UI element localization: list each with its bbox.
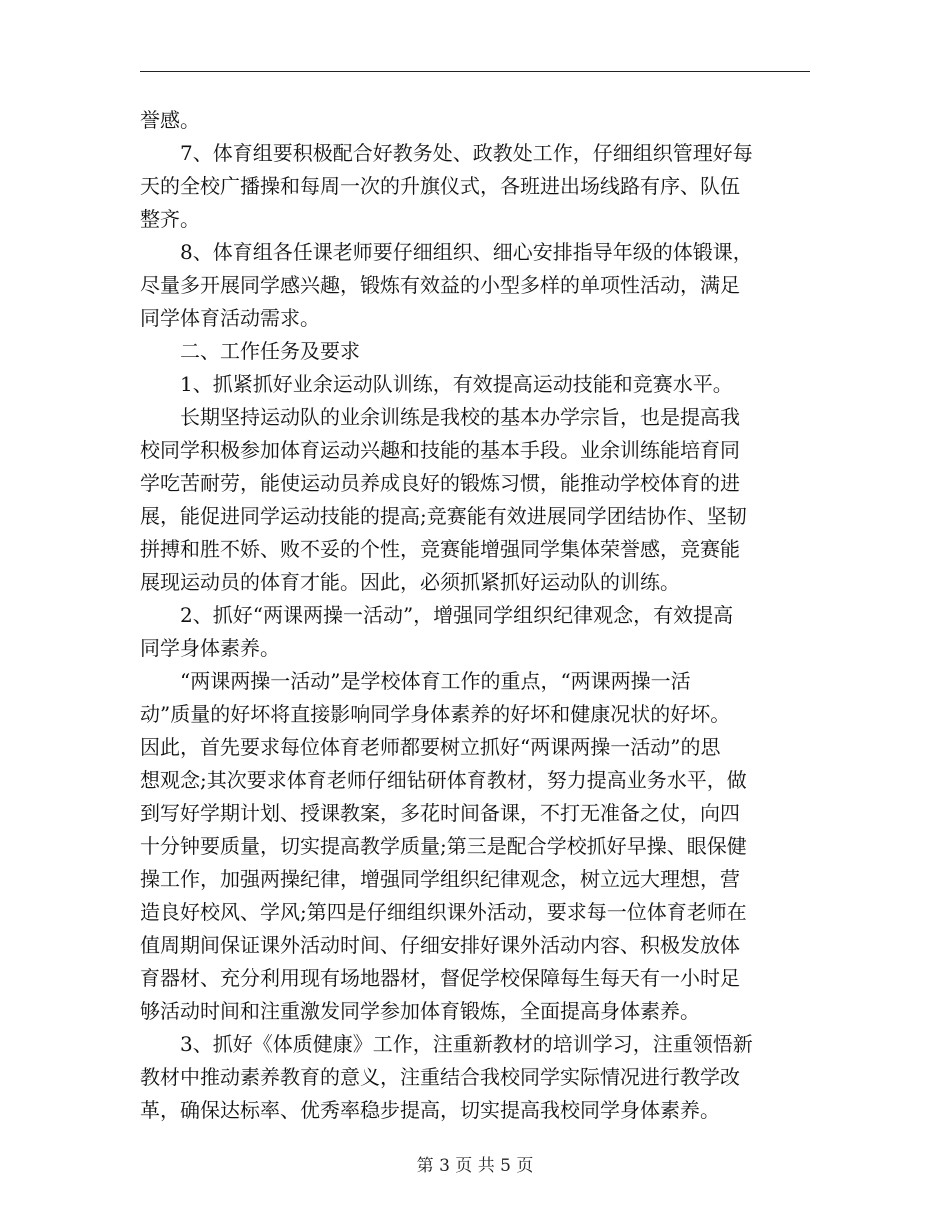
text-line: 学吃苦耐劳，能使运动员养成良好的锻炼习惯，能推动学校体育的进 (140, 471, 740, 495)
text-line: 长期坚持运动队的业余训练是我校的基本办学宗旨，也是提高我 (140, 405, 740, 429)
text-line: 因此，首先要求每位体育老师都要树立抓好“两课两操一活动”的思 (140, 735, 721, 759)
text-line: 尽量多开展同学感兴趣，锻炼有效益的小型多样的单项性活动，满足 (140, 273, 740, 297)
document-body (140, 104, 810, 1127)
text-line: 育器材、充分利用现有场地器材，督促学校保障每生每天有一小时足 (140, 966, 740, 990)
text-line: 操工作，加强两操纪律，增强同学组织纪律观念，树立远大理想，营 (140, 867, 740, 891)
text-line: 天的全校广播操和每周一次的升旗仪式，各班进出场线路有序、队伍 (140, 174, 740, 198)
text-line: 展现运动员的体育才能。因此，必须抓紧抓好运动队的训练。 (140, 570, 680, 594)
text-line: 整齐。 (140, 207, 200, 231)
text-line: 教材中推动素养教育的意义，注重结合我校同学实际情况进行教学改 (140, 1065, 740, 1089)
text-line: 7、体育组要积极配合好教务处、政教处工作，仔细组织管理好每 (140, 141, 753, 165)
text-line: 拼搏和胜不娇、败不妥的个性，竞赛能增强同学集体荣誉感，竞赛能 (140, 537, 740, 561)
text-line: 1、抓紧抓好业余运动队训练，有效提高运动技能和竞赛水平。 (140, 372, 733, 396)
text-line: 3、抓好《体质健康》工作，注重新教材的培训学习，注重领悟新 (140, 1032, 753, 1056)
section-heading: 二、工作任务及要求 (140, 339, 360, 363)
text-line: 想观念;其次要求体育老师仔细钻研体育教材，努力提高业务水平，做 (140, 768, 747, 792)
text-line: 誉感。 (140, 108, 200, 132)
text-line: 2、抓好“两课两操一活动”，增强同学组织纪律观念，有效提高 (140, 603, 734, 627)
page-number: 第 3 页 共 5 页 (416, 1156, 534, 1176)
text-line: 值周期间保证课外活动时间、仔细安排好课外活动内容、积极发放体 (140, 933, 740, 957)
text-line: 动”质量的好坏将直接影响同学身体素养的好坏和健康况状的好坏。 (140, 702, 731, 726)
text-line: 到写好学期计划、授课教案，多花时间备课，不打无准备之仗，向四 (140, 801, 740, 825)
text-line: 同学身体素养。 (140, 636, 280, 660)
text-line: 造良好校风、学风;第四是仔细组织课外活动，要求每一位体育老师在 (140, 900, 747, 924)
text-line: 8、体育组各任课老师要仔细组织、细心安排指导年级的体锻课， (140, 240, 753, 264)
text-line: 展，能促进同学运动技能的提高;竞赛能有效进展同学团结协作、坚韧 (140, 504, 747, 528)
text-line: “两课两操一活动”是学校体育工作的重点，“两课两操一活 (140, 669, 691, 693)
text-line: 校同学积极参加体育运动兴趣和技能的基本手段。业余训练能培育同 (140, 438, 740, 462)
header-rule (140, 71, 810, 72)
text-line: 同学体育活动需求。 (140, 306, 320, 330)
text-line: 革，确保达标率、优秀率稳步提高，切实提高我校同学身体素养。 (140, 1098, 720, 1122)
text-line: 够活动时间和注重激发同学参加体育锻炼，全面提高身体素养。 (140, 999, 700, 1023)
text-line: 十分钟要质量，切实提高教学质量;第三是配合学校抓好早操、眼保健 (140, 834, 747, 858)
